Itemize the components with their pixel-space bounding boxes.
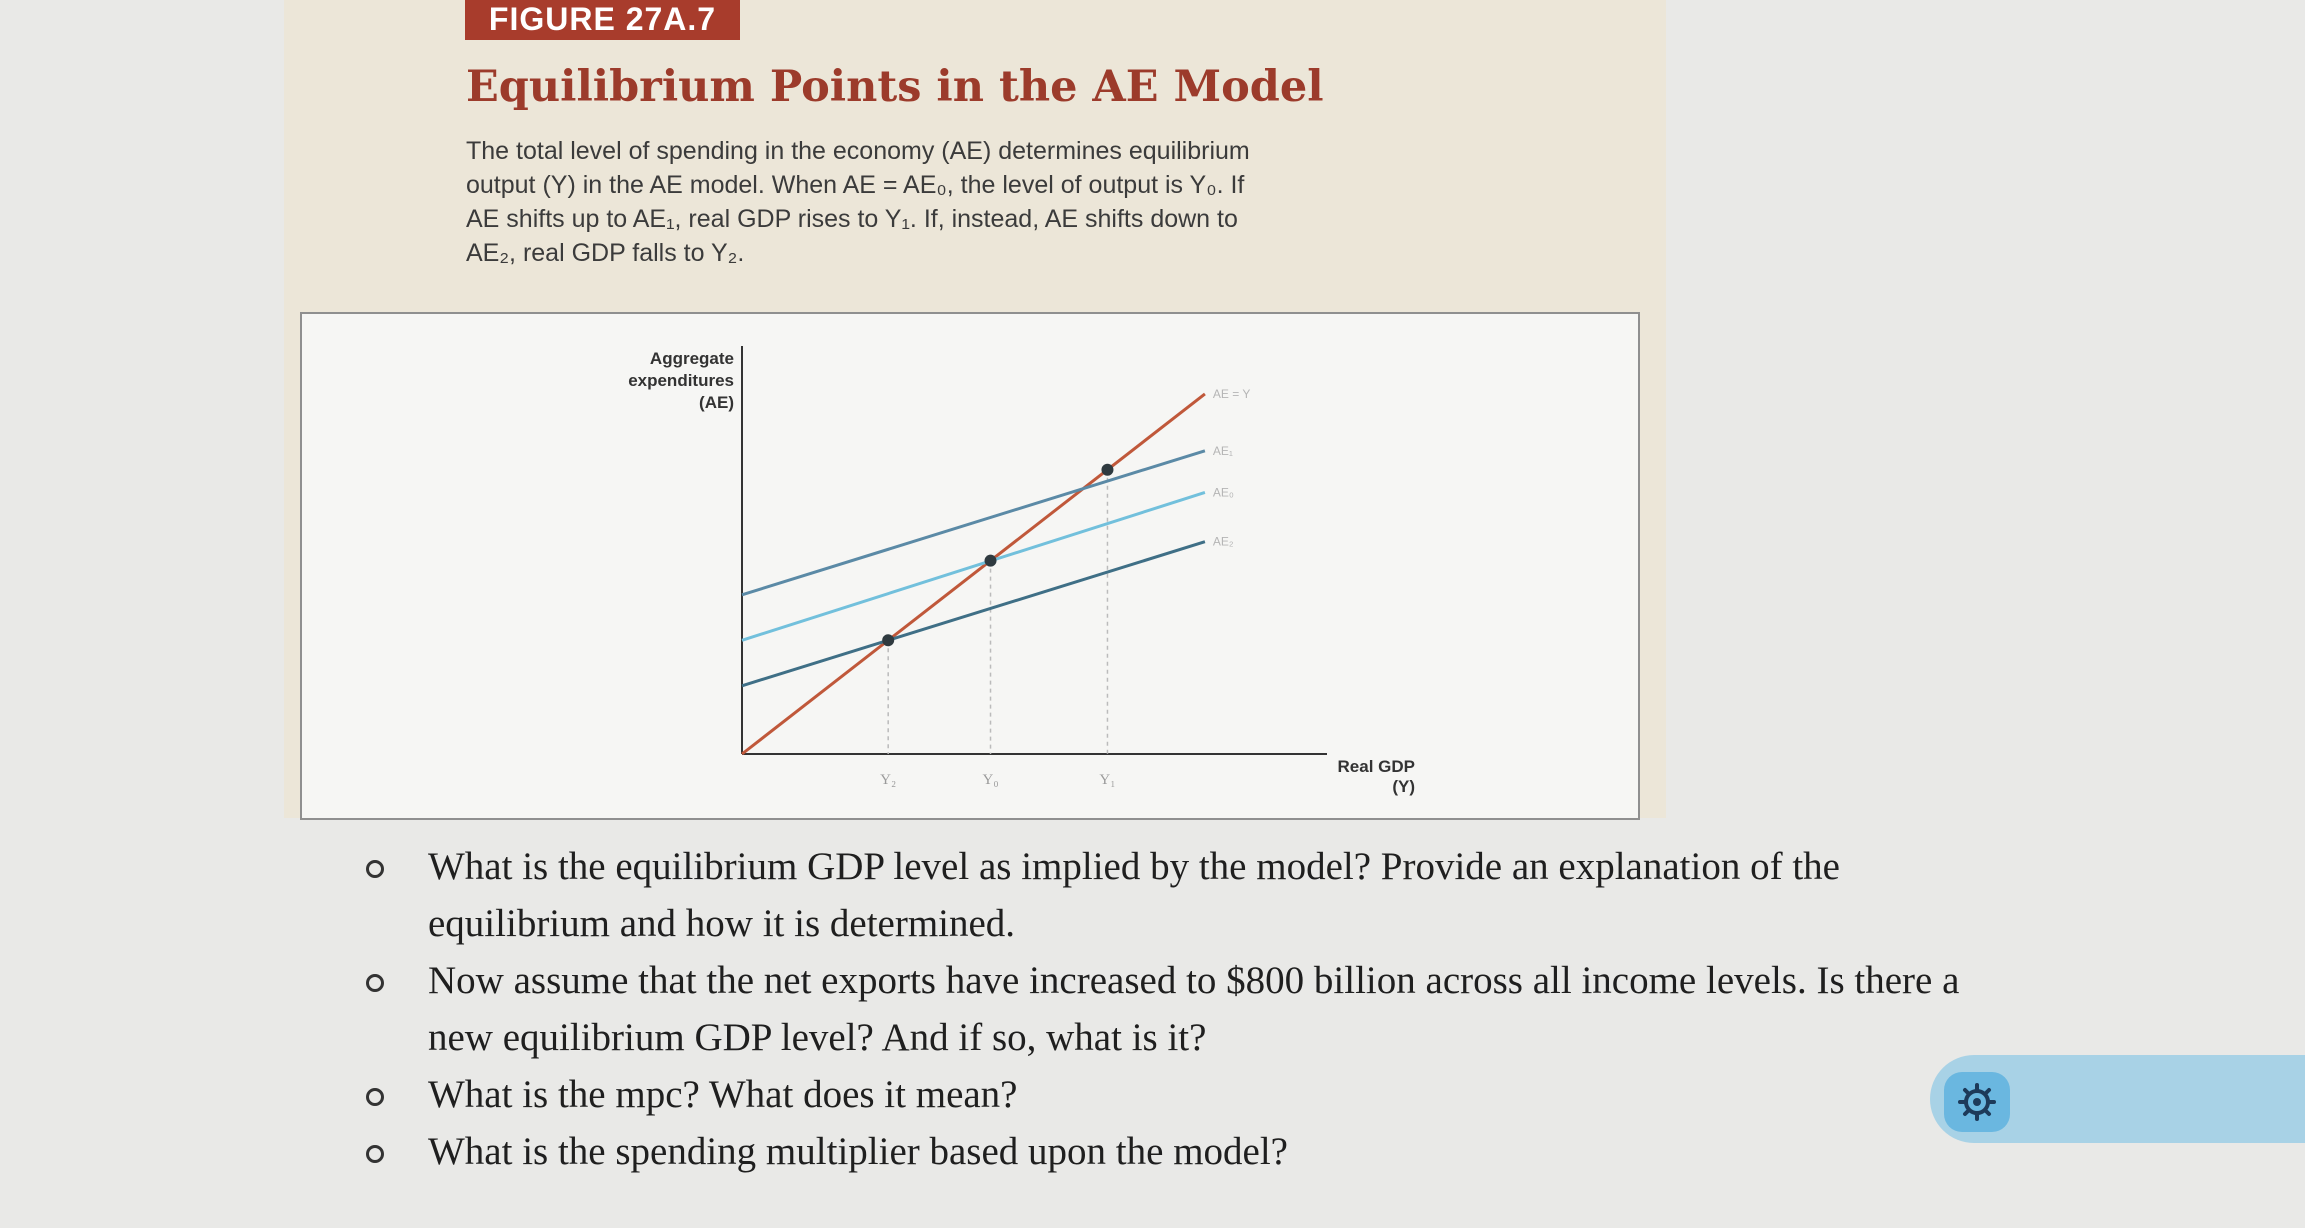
figure-caption <box>466 134 1486 270</box>
series-label-0: AE = Y <box>1212 386 1251 401</box>
y-axis-label-line: Aggregate <box>649 349 734 368</box>
series-line-2 <box>742 492 1205 640</box>
equilibrium-point-2 <box>1101 464 1113 476</box>
y-axis-label-line: (AE) <box>699 393 734 412</box>
question-item <box>360 838 2010 952</box>
ae-model-chart <box>302 314 1638 818</box>
question-item <box>360 1123 2010 1180</box>
equilibrium-point-1 <box>985 555 997 567</box>
question-list <box>360 838 2010 1180</box>
caption-line: The total level of spending in the economy (AE) determines equilibrium <box>466 137 1250 165</box>
question-item <box>360 1066 2010 1123</box>
question-text: What is the spending multiplier based upon the model? <box>428 1130 1288 1173</box>
series-label-2: AE₀ <box>1212 485 1234 500</box>
equilibrium-point-0 <box>882 634 894 646</box>
chart-frame <box>300 312 1640 820</box>
caption-line: AE₂, real GDP falls to Y₂. <box>466 239 745 267</box>
bullet-icon <box>366 1088 384 1106</box>
question-text: What is the mpc? What does it mean? <box>428 1073 1018 1116</box>
x-axis-label-line: (Y) <box>1392 777 1415 796</box>
bullet-icon <box>366 974 384 992</box>
caption-line: output (Y) in the AE model. When AE = AE₀, the level of output is Y₀. If <box>466 171 1245 199</box>
series-label-3: AE₂ <box>1212 534 1234 549</box>
x-tick-label-1: Y₀ <box>982 772 999 788</box>
question-text: What is the equilibrium GDP level as implied by the model? Provide an explanation of the equilibrium and how it is determined. <box>428 845 1840 945</box>
x-tick-label-0: Y₂ <box>880 772 897 788</box>
question-item <box>360 952 2010 1066</box>
caption-line: AE shifts up to AE₁, real GDP rises to Y₁. If, instead, AE shifts down to <box>466 205 1238 233</box>
series-line-3 <box>742 542 1205 686</box>
x-tick-label-2: Y₁ <box>1099 772 1116 788</box>
y-axis-label-line: expenditures <box>628 371 734 390</box>
figure-tag: FIGURE 27A.7 <box>465 0 740 40</box>
x-axis-label-line: Real GDP <box>1337 757 1415 776</box>
bullet-icon <box>366 1145 384 1163</box>
figure-title: Equilibrium Points in the AE Model <box>466 62 1324 112</box>
bullet-icon <box>366 860 384 878</box>
series-label-1: AE₁ <box>1212 443 1233 458</box>
settings-button[interactable] <box>1944 1072 2010 1132</box>
gear-icon <box>1957 1082 1997 1122</box>
question-text: Now assume that the net exports have increased to $800 billion across all income levels. Is there a new equilibrium GDP level? And if so, what is it? <box>428 959 1960 1059</box>
